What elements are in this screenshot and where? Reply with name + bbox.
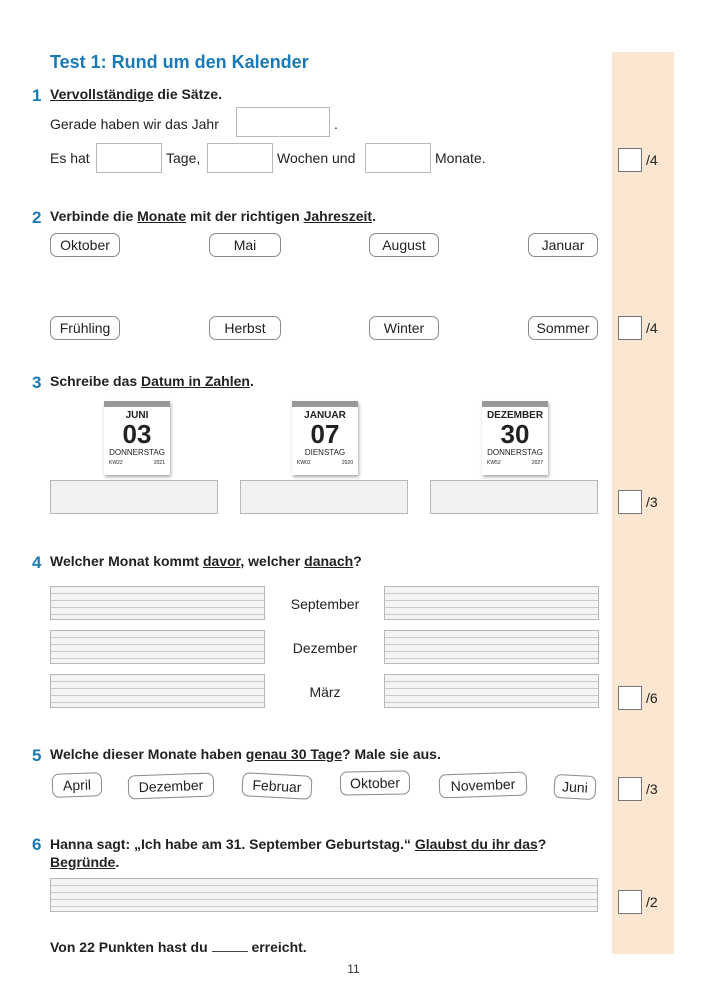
q3-instruction: Schreibe das Datum in Zahlen. xyxy=(50,373,254,389)
score-max-q5: /3 xyxy=(646,781,658,797)
q4-instruction: Welcher Monat kommt davor, welcher danach? xyxy=(50,553,362,569)
month-after-field-1[interactable] xyxy=(384,586,599,620)
date-answer-box-1[interactable] xyxy=(50,480,218,514)
weeks-input-box[interactable] xyxy=(207,143,273,173)
score-max-q2: /4 xyxy=(646,320,658,336)
month-card-august[interactable]: August xyxy=(369,233,439,257)
calendar-sheet-3: DEZEMBER 30 DONNERSTAG KW52 2027 xyxy=(482,401,548,475)
season-card-fruehling[interactable]: Frühling xyxy=(50,316,120,340)
calendar-sheet-1: JUNI 03 DONNERSTAG KW22 2021 xyxy=(104,401,170,475)
page-title: Test 1: Rund um den Kalender xyxy=(50,52,309,72)
page-number: 11 xyxy=(347,962,360,976)
season-card-herbst[interactable]: Herbst xyxy=(209,316,281,340)
score-max-q1: /4 xyxy=(646,152,658,168)
month-card-oktober[interactable]: Oktober xyxy=(50,233,120,257)
q1-instruction: Vervollständige die Sätze. xyxy=(50,86,222,102)
score-box-q1[interactable] xyxy=(618,148,642,172)
month-after-field-3[interactable] xyxy=(384,674,599,708)
q1-sentence-2-start: Es hat xyxy=(50,150,90,166)
score-box-q3[interactable] xyxy=(618,490,642,514)
month-card-dezember[interactable]: Dezember xyxy=(128,773,215,800)
q1-period: . xyxy=(334,116,338,132)
month-card-februar[interactable]: Februar xyxy=(241,772,312,800)
month-card-oktober-q5[interactable]: Oktober xyxy=(340,770,410,795)
month-before-field-1[interactable] xyxy=(50,586,265,620)
score-box-q4[interactable] xyxy=(618,686,642,710)
days-input-box[interactable] xyxy=(96,143,162,173)
q4-month-dezember: Dezember xyxy=(292,640,358,656)
q1-days-label: Tage, xyxy=(166,150,201,166)
q4-month-maerz: März xyxy=(309,684,341,700)
month-before-field-3[interactable] xyxy=(50,674,265,708)
question-number-6: 6 xyxy=(32,835,42,854)
q2-instruction: Verbinde die Monate mit der richtigen Jahreszeit. xyxy=(50,208,376,224)
month-after-field-2[interactable] xyxy=(384,630,599,664)
question-number-2: 2 xyxy=(32,208,42,227)
months-input-box[interactable] xyxy=(365,143,431,173)
q6-instruction: Hanna sagt: „Ich habe am 31. September Geburtstag.“ Glaubst du ihr das? Begründe. xyxy=(50,836,547,870)
score-box-q6[interactable] xyxy=(618,890,642,914)
q1-weeks-label: Wochen und xyxy=(277,150,356,166)
score-max-q3: /3 xyxy=(646,494,658,510)
question-number-1: 1 xyxy=(32,86,42,105)
month-before-field-2[interactable] xyxy=(50,630,265,664)
month-card-november[interactable]: November xyxy=(439,771,528,798)
score-box-q5[interactable] xyxy=(618,777,642,801)
total-score-line: Von 22 Punkten hast du erreicht. xyxy=(50,939,307,955)
q4-month-september: September xyxy=(290,596,360,612)
date-answer-box-2[interactable] xyxy=(240,480,408,514)
total-score-blank[interactable] xyxy=(212,951,248,952)
score-max-q4: /6 xyxy=(646,690,658,706)
score-box-q2[interactable] xyxy=(618,316,642,340)
question-number-3: 3 xyxy=(32,373,42,392)
q1-months-label: Monate. xyxy=(435,150,486,166)
year-input-box[interactable] xyxy=(236,107,330,137)
season-card-winter[interactable]: Winter xyxy=(369,316,439,340)
q5-instruction: Welche dieser Monate haben genau 30 Tage? Male sie aus. xyxy=(50,746,441,762)
calendar-sheet-2: JANUAR 07 DIENSTAG KW02 2020 xyxy=(292,401,358,475)
month-card-april[interactable]: April xyxy=(52,772,103,798)
score-max-q6: /2 xyxy=(646,894,658,910)
month-card-januar[interactable]: Januar xyxy=(528,233,598,257)
date-answer-box-3[interactable] xyxy=(430,480,598,514)
reasoning-answer-field[interactable] xyxy=(50,878,598,912)
month-card-mai[interactable]: Mai xyxy=(209,233,281,257)
question-number-4: 4 xyxy=(32,553,42,572)
question-number-5: 5 xyxy=(32,746,42,765)
season-card-sommer[interactable]: Sommer xyxy=(528,316,598,340)
month-card-juni[interactable]: Juni xyxy=(553,774,596,800)
q1-sentence-1: Gerade haben wir das Jahr xyxy=(50,116,219,132)
